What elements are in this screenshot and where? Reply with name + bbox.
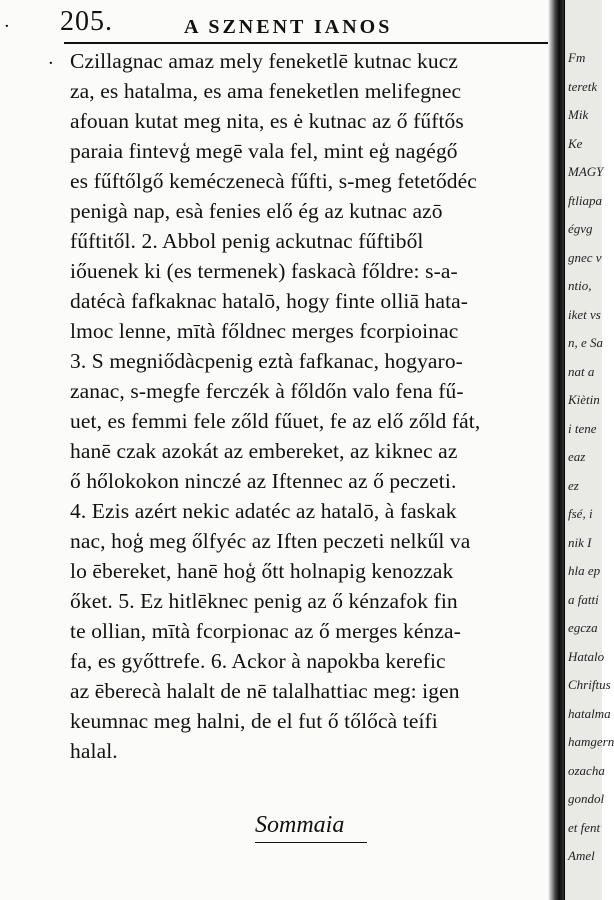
facing-page-fragment: hatalma — [568, 705, 611, 721]
facing-page-fragment: nat a — [568, 363, 595, 379]
facing-page-fragment: ozacha — [568, 762, 605, 778]
text-line: fűftitől. 2. Abbol penig ackutnac fűftiből — [70, 229, 424, 253]
text-line: az ēberecà halalt de nē talalhattiac meg: igen — [70, 679, 460, 703]
text-line: Czillagnac amaz mely feneketlē kutnac kucz — [70, 49, 459, 73]
text-line: afouan kutat meg nita, es ė kutnac az ő fűftős — [70, 109, 464, 133]
text-line: hanē czak azokát az embereket, az kiknec az — [70, 439, 458, 463]
body-text — [70, 46, 553, 766]
facing-page-fragment: iket vs — [568, 306, 601, 322]
facing-page-fragment: eaz — [568, 449, 586, 464]
text-line: zanac, s-megfe ferczék à főldőn valo fena fű- — [70, 379, 464, 403]
margin-mark: · — [4, 16, 10, 37]
text-line: iőuenek ki (es termenek) faskacà főldre: s-a- — [70, 259, 458, 283]
text-line: 3. S megniődàcpenig eztà fafkanac, hogyaro- — [70, 349, 463, 373]
header-rule — [64, 42, 554, 44]
text-line: es fűftőlgő keméczenecà fűfti, s-meg fetetődéc — [70, 169, 477, 193]
text-line: te ollian, mītà fcorpionac az ő merges kénza- — [70, 619, 461, 643]
facing-page-fragment: teretk — [568, 78, 598, 94]
facing-page-fragment: nik I — [568, 534, 592, 550]
page-header — [30, 6, 555, 42]
facing-page-fragment: ntio, — [568, 278, 592, 293]
facing-page-fragment: ez — [568, 477, 579, 493]
text-line: paraia fintevģ megē vala fel, mint eģ nagégő — [70, 139, 458, 163]
text-line: 4. Ezis azért nekic adatéc az hatalō, à faskak — [70, 499, 457, 523]
facing-page-fragment: Mik — [568, 107, 589, 122]
facing-page-fragment: égvg — [568, 221, 593, 236]
facing-page-fragment: egcza — [568, 620, 598, 635]
text-line: uet, es femmi fele zőld fűuet, fe az elő zőld fát, — [70, 409, 481, 433]
facing-page-fragment: n, e Sa — [568, 335, 604, 350]
facing-page-fragment: ftliapa — [568, 192, 602, 208]
text-line: fa, es győttrefe. 6. Ackor à napokba kerefic — [70, 649, 446, 673]
text-line: lmoc lenne, mītà főldnec merges fcorpioinac — [70, 319, 459, 343]
facing-page-fragment: MAGY — [568, 164, 604, 179]
text-line: penigà nap, esà fenies elő ég az kutnac azō — [70, 199, 443, 223]
facing-page-fragment: hamgern — [568, 734, 614, 749]
facing-page-fragment: hla ep — [568, 563, 601, 578]
facing-page-fragment: i tene — [568, 420, 597, 436]
facing-page-fragment: gnec v — [568, 249, 602, 265]
catchword-underline — [255, 842, 367, 843]
facing-page-fragment: fsé, i — [568, 506, 593, 521]
facing-page-fragment: Kiètin — [568, 392, 600, 407]
facing-page-edge — [564, 0, 614, 900]
text-line: halal. — [70, 739, 118, 763]
text-line: nac, hoģ meg őlfyéc az Iften peczeti nelkűl va — [70, 529, 471, 553]
text-line: datécà fafkaknac hatalō, hogy finte olliā hata- — [70, 289, 469, 313]
text-line: lo ēbereket, hanē hoģ őtt holnapig kenozzak — [70, 559, 454, 583]
catchword: Sommaia — [255, 812, 345, 838]
text-line: ő hőlokokon ninczé az Iftennec az ő peczeti. — [70, 469, 457, 493]
facing-page-fragment: Chriftus — [568, 677, 611, 692]
running-head: A SZNENT IANOS — [184, 16, 393, 38]
facing-page-fragment: a fatti — [568, 591, 599, 607]
text-line: őket. 5. Ez hitlēknec penig az ő kénzafok fin — [70, 589, 458, 613]
text-line: za, es hatalma, es ama feneketlen melifegnec — [70, 79, 462, 103]
book-gutter — [548, 0, 564, 900]
facing-page-fragment: Ke — [568, 135, 583, 151]
text-line: keumnac meg halni, de el fut ő tőlőcà teífi — [70, 709, 438, 733]
facing-page-fragment: Hatalo — [568, 648, 605, 664]
facing-page-fragment: Amel — [568, 848, 595, 863]
facing-page-fragment: gondol — [568, 791, 605, 806]
facing-page-fragment: Fm — [568, 50, 586, 65]
page-number: 205. — [60, 6, 113, 37]
facing-page-fragment: et fent — [568, 819, 601, 835]
margin-dot: · — [48, 53, 54, 74]
